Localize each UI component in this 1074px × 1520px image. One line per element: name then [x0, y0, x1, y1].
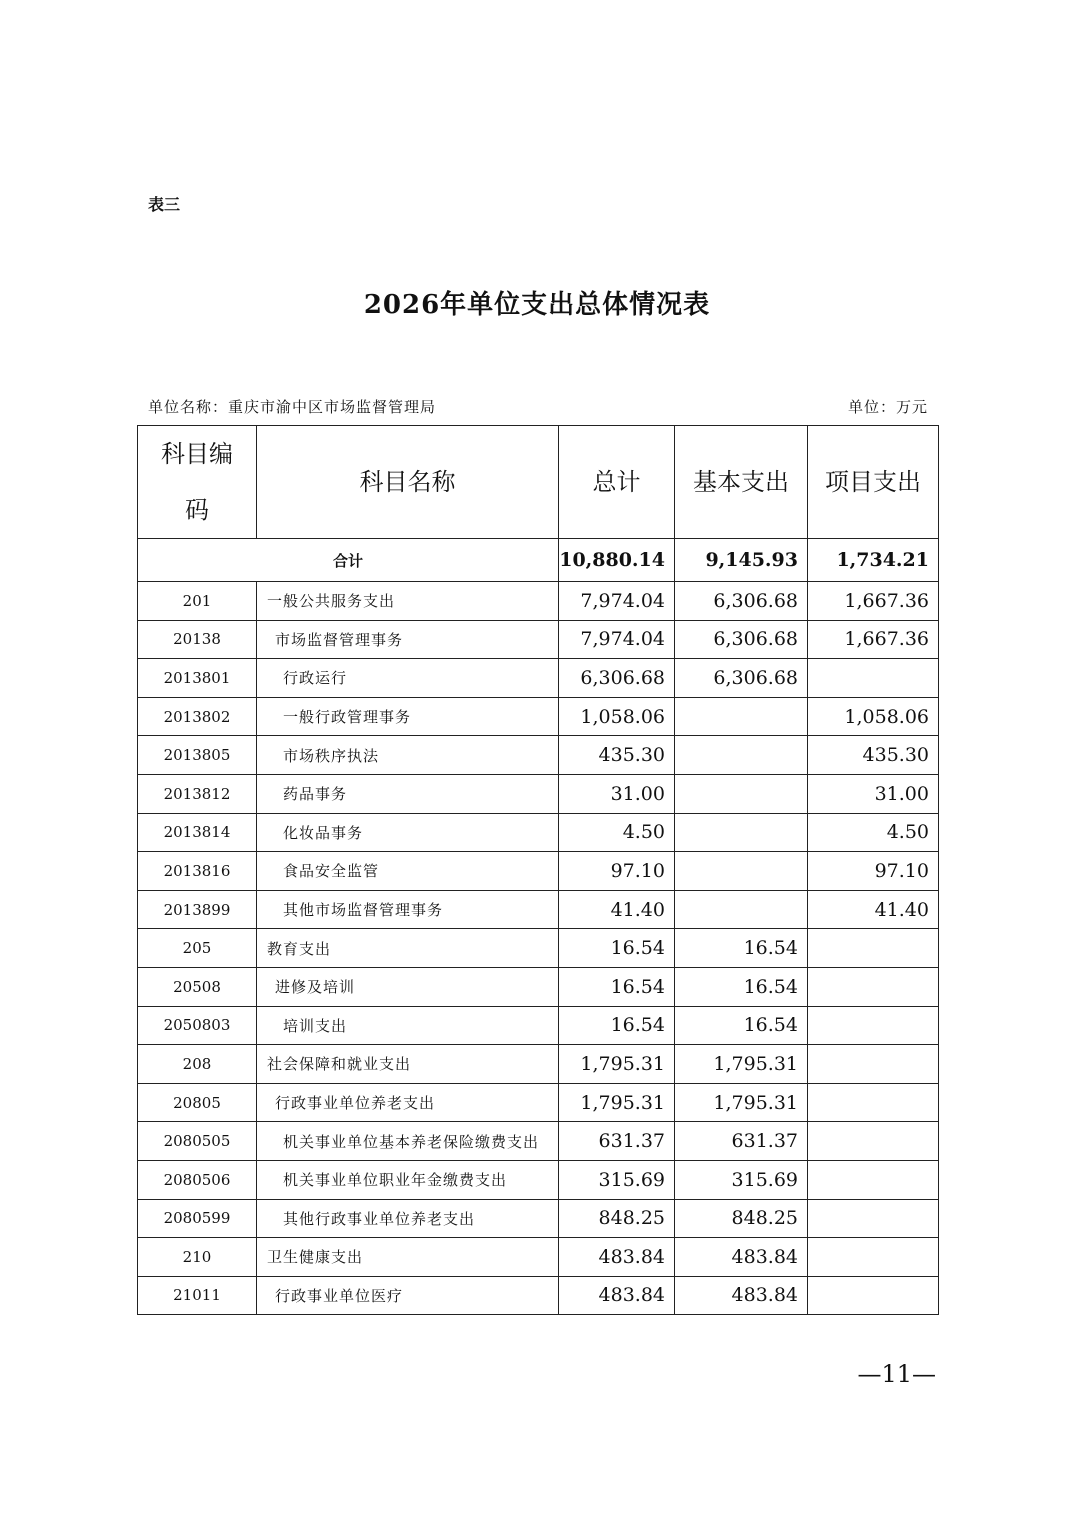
row-basic	[675, 813, 808, 852]
row-code: 20508	[138, 967, 257, 1006]
row-total: 6,306.68	[559, 659, 675, 698]
table-row	[138, 813, 939, 852]
row-name: 行政运行	[257, 659, 559, 698]
row-project: 97.10	[808, 852, 939, 891]
row-project: 1,667.36	[808, 620, 939, 659]
row-project	[808, 967, 939, 1006]
row-code: 2080505	[138, 1122, 257, 1161]
row-name: 卫生健康支出	[257, 1238, 559, 1277]
row-code: 2013805	[138, 736, 257, 775]
row-basic	[675, 736, 808, 775]
row-total: 16.54	[559, 1006, 675, 1045]
table-row	[138, 1199, 939, 1238]
header-code	[138, 426, 257, 539]
row-name: 机关事业单位基本养老保险缴费支出	[257, 1122, 559, 1161]
row-project	[808, 659, 939, 698]
row-total: 848.25	[559, 1199, 675, 1238]
row-project	[808, 1238, 939, 1277]
row-name: 化妆品事务	[257, 813, 559, 852]
row-basic: 6,306.68	[675, 582, 808, 621]
row-code: 2013802	[138, 697, 257, 736]
table-row	[138, 967, 939, 1006]
row-project	[808, 1045, 939, 1084]
row-basic: 848.25	[675, 1199, 808, 1238]
row-project: 41.40	[808, 890, 939, 929]
header-total: 总计	[559, 426, 675, 539]
row-code: 2013812	[138, 774, 257, 813]
row-project	[808, 1276, 939, 1315]
total-label: 合计	[138, 539, 559, 582]
table-row	[138, 1122, 939, 1161]
row-basic: 16.54	[675, 1006, 808, 1045]
row-basic: 16.54	[675, 929, 808, 968]
row-total: 97.10	[559, 852, 675, 891]
row-total: 1,795.31	[559, 1083, 675, 1122]
header-project: 项目支出	[808, 426, 939, 539]
row-project	[808, 1160, 939, 1199]
row-code: 210	[138, 1238, 257, 1277]
row-code: 201	[138, 582, 257, 621]
page-number: —11—	[857, 1360, 936, 1388]
row-total: 7,974.04	[559, 620, 675, 659]
unit-label: 单位：万元	[847, 398, 928, 416]
row-total: 631.37	[559, 1122, 675, 1161]
row-project: 31.00	[808, 774, 939, 813]
row-name: 食品安全监管	[257, 852, 559, 891]
row-project	[808, 1199, 939, 1238]
row-name: 一般行政管理事务	[257, 697, 559, 736]
row-project	[808, 1083, 939, 1122]
table-row	[138, 1238, 939, 1277]
row-basic: 315.69	[675, 1160, 808, 1199]
row-name: 行政事业单位医疗	[257, 1276, 559, 1315]
unit-name: 单位名称：重庆市渝中区市场监督管理局	[148, 398, 437, 416]
row-project: 435.30	[808, 736, 939, 775]
table-row	[138, 774, 939, 813]
row-name: 药品事务	[257, 774, 559, 813]
row-code: 2013899	[138, 890, 257, 929]
row-code: 205	[138, 929, 257, 968]
header-basic: 基本支出	[675, 426, 808, 539]
row-basic: 1,795.31	[675, 1045, 808, 1084]
row-total: 16.54	[559, 929, 675, 968]
row-basic: 631.37	[675, 1122, 808, 1161]
row-name: 社会保障和就业支出	[257, 1045, 559, 1084]
row-code: 20138	[138, 620, 257, 659]
row-project: 1,058.06	[808, 697, 939, 736]
table-row	[138, 582, 939, 621]
table-row	[138, 1160, 939, 1199]
expenditure-table	[137, 425, 939, 1315]
header-code-line1: 科目编	[161, 440, 233, 468]
row-code: 2013801	[138, 659, 257, 698]
row-name: 一般公共服务支出	[257, 582, 559, 621]
row-code: 20805	[138, 1083, 257, 1122]
total-row	[138, 539, 939, 582]
row-total: 315.69	[559, 1160, 675, 1199]
row-total: 1,058.06	[559, 697, 675, 736]
row-code: 2080599	[138, 1199, 257, 1238]
row-basic	[675, 774, 808, 813]
table-row	[138, 697, 939, 736]
row-total: 1,795.31	[559, 1045, 675, 1084]
row-total: 483.84	[559, 1276, 675, 1315]
table-row	[138, 1083, 939, 1122]
row-basic	[675, 890, 808, 929]
header-name: 科目名称	[257, 426, 559, 539]
row-name: 市场监督管理事务	[257, 620, 559, 659]
row-basic: 16.54	[675, 967, 808, 1006]
table-row	[138, 659, 939, 698]
table-row	[138, 1045, 939, 1084]
table-row	[138, 736, 939, 775]
header-code-line2: 码	[185, 496, 209, 524]
row-code: 2013816	[138, 852, 257, 891]
row-basic: 483.84	[675, 1276, 808, 1315]
row-name: 进修及培训	[257, 967, 559, 1006]
row-code: 2080506	[138, 1160, 257, 1199]
row-code: 2013814	[138, 813, 257, 852]
row-project	[808, 929, 939, 968]
row-total: 16.54	[559, 967, 675, 1006]
row-project	[808, 1122, 939, 1161]
row-total: 41.40	[559, 890, 675, 929]
row-project	[808, 1006, 939, 1045]
table-row	[138, 890, 939, 929]
table-header-row	[138, 426, 939, 539]
row-code: 208	[138, 1045, 257, 1084]
row-name: 培训支出	[257, 1006, 559, 1045]
row-project: 4.50	[808, 813, 939, 852]
row-project: 1,667.36	[808, 582, 939, 621]
row-name: 其他市场监督管理事务	[257, 890, 559, 929]
total-total: 10,880.14	[559, 539, 675, 582]
row-basic: 483.84	[675, 1238, 808, 1277]
row-name: 行政事业单位养老支出	[257, 1083, 559, 1122]
total-project: 1,734.21	[808, 539, 939, 582]
table-row	[138, 929, 939, 968]
row-basic	[675, 697, 808, 736]
row-total: 7,974.04	[559, 582, 675, 621]
row-name: 其他行政事业单位养老支出	[257, 1199, 559, 1238]
row-name: 市场秩序执法	[257, 736, 559, 775]
row-code: 2050803	[138, 1006, 257, 1045]
row-code: 21011	[138, 1276, 257, 1315]
row-basic	[675, 852, 808, 891]
row-basic: 6,306.68	[675, 620, 808, 659]
table-row	[138, 620, 939, 659]
row-total: 31.00	[559, 774, 675, 813]
table-row	[138, 852, 939, 891]
table-row	[138, 1276, 939, 1315]
row-basic: 6,306.68	[675, 659, 808, 698]
total-basic: 9,145.93	[675, 539, 808, 582]
table-row	[138, 1006, 939, 1045]
row-total: 435.30	[559, 736, 675, 775]
row-name: 机关事业单位职业年金缴费支出	[257, 1160, 559, 1199]
document-title: 2026年单位支出总体情况表	[363, 290, 711, 320]
row-total: 483.84	[559, 1238, 675, 1277]
table-number-label: 表三	[148, 195, 181, 214]
row-total: 4.50	[559, 813, 675, 852]
row-basic: 1,795.31	[675, 1083, 808, 1122]
row-name: 教育支出	[257, 929, 559, 968]
